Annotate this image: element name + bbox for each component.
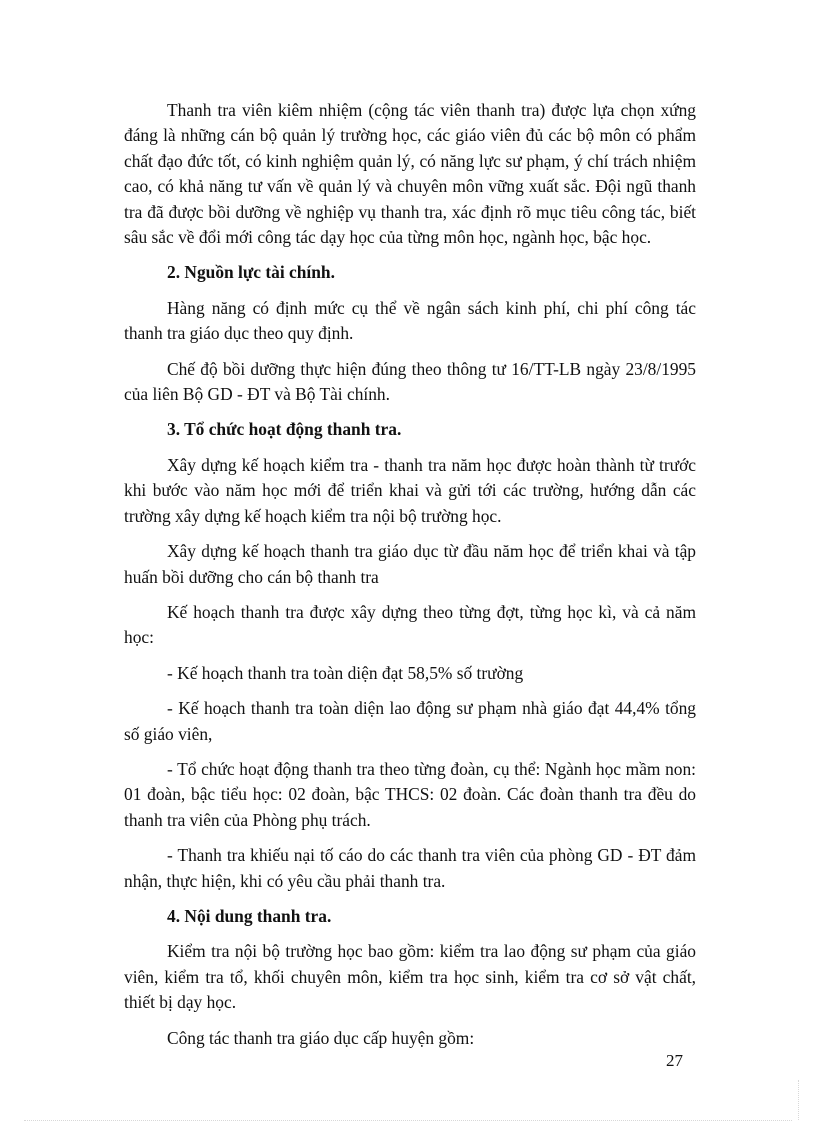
list-item-complaint-inspection: - Thanh tra khiếu nại tố cáo do các thanh tra viên của phòng GD - ĐT đảm nhận, thực hiện, khi có yêu cầu phải thanh tra.	[124, 845, 696, 891]
paragraph-annual-plan: Xây dựng kế hoạch kiểm tra - thanh tra năm học được hoàn thành từ trước khi bước vào năm học mới để triển khai và gửi tới các trường, hướng dẫn các trường xây dựng kế hoạch kiểm tra nội bộ trường học.	[124, 454, 696, 526]
list-item-teacher-inspection: - Kế hoạch thanh tra toàn diện lao động sư phạm nhà giáo đạt 44,4% tổng số giáo viên,	[124, 698, 696, 744]
list-item-school-inspection: - Kế hoạch thanh tra toàn diện đạt 58,5% số trường	[167, 662, 524, 683]
paragraph-allowance-regulation: Chế độ bồi dưỡng thực hiện đúng theo thông tư 16/TT-LB ngày 23/8/1995 của liên Bộ GD - ĐT và Bộ Tài chính.	[124, 358, 696, 405]
paragraph-inspector-selection: Thanh tra viên kiêm nhiệm (cộng tác viên thanh tra) được lựa chọn xứng đáng là những cán bộ quản lý trường học, các giáo viên đủ các bộ môn có phẩm chất đạo đức tốt, có kinh nghiệm quản lý, có năng lực sư phạm, ý chí trách nhiệm cao, có khả năng tư vấn về quản lý và chuyên môn vững xuất sắc. Đội ngũ thanh tra đã được bồi dưỡng về nghiệp vụ thanh tra, xác định rõ mục tiêu công tác, biết sâu sắc về đổi mới công tác dạy học của từng môn học, ngành học, bậc học.	[124, 100, 696, 248]
paragraph-plan-periods: Kế hoạch thanh tra được xây dựng theo từng đợt, từng học kì, và cả năm học:	[124, 601, 696, 648]
section-heading-financial-resources: 2. Nguồn lực tài chính.	[167, 262, 335, 283]
section-heading-inspection-organization: 3. Tổ chức hoạt động thanh tra.	[167, 419, 402, 440]
page-side-divider	[798, 1080, 799, 1120]
paragraph-internal-inspection: Kiểm tra nội bộ trường học bao gồm: kiểm tra lao động sư phạm của giáo viên, kiểm tra tổ, khối chuyên môn, kiểm tra học sinh, kiểm tra cơ sở vật chất, thiết bị dạy học.	[124, 941, 696, 1013]
paragraph-district-inspection: Công tác thanh tra giáo dục cấp huyện gồm:	[167, 1027, 475, 1048]
list-item-inspection-teams: - Tổ chức hoạt động thanh tra theo từng đoàn, cụ thể: Ngành học mầm non: 01 đoàn, bậc tiểu học: 02 đoàn, bậc THCS: 02 đoàn. Các đoàn thanh tra đều do thanh tra viên của Phòng phụ trách.	[124, 758, 696, 830]
page-body	[124, 98, 696, 1061]
page-bottom-divider	[24, 1120, 792, 1121]
section-heading-inspection-content: 4. Nội dung thanh tra.	[167, 905, 332, 926]
paragraph-annual-budget: Hàng năng có định mức cụ thể về ngân sách kinh phí, chi phí công tác thanh tra giáo dục theo quy định.	[124, 297, 696, 344]
paragraph-training-plan: Xây dựng kế hoạch thanh tra giáo dục từ đầu năm học để triển khai và tập huấn bồi dưỡng cho cán bộ thanh tra	[124, 541, 696, 587]
page-number: 27	[666, 1051, 683, 1070]
